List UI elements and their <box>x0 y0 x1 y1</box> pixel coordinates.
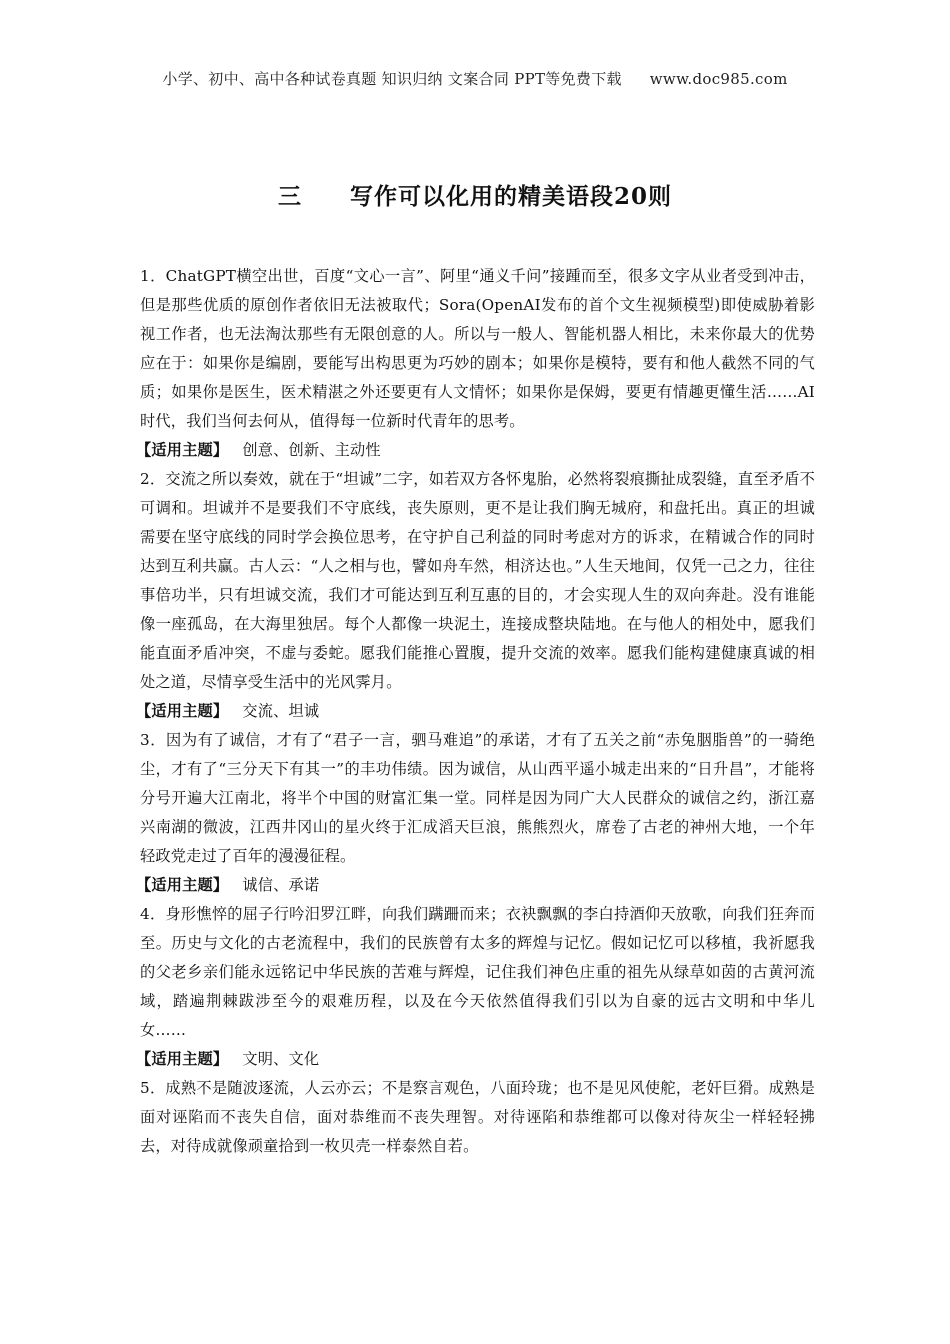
title-section-number: 三 <box>277 183 302 210</box>
theme-value: 创意、创新、主动性 <box>242 441 381 459</box>
theme-line-2 <box>136 697 815 726</box>
paragraph-4: 4．身形憔悴的屈子行吟汨罗江畔，向我们蹒跚而来；衣袂飘飘的李白持酒仰天放歌，向我们狂奔而至。历史与文化的古老流程中，我们的民族曾有太多的辉煌与记忆。假如记忆可以移植，我祈愿我的父老乡亲们能永远铭记中华民族的苦难与辉煌，记住我们神色庄重的祖先从绿草如茵的古黄河流域，踏遍荆棘跋涉至今的艰难历程，以及在今天依然值得我们引以为自豪的远古文明和中华儿女…… <box>140 905 815 1039</box>
document-body <box>136 262 815 1161</box>
paragraph-2: 2．交流之所以奏效，就在于“坦诚”二字，如若双方各怀鬼胎，必然将裂痕撕扯成裂缝，直至矛盾不可调和。坦诚并不是要我们不守底线，丧失原则，更不是让我们胸无城府，和盘托出。真正的坦诚需要在坚守底线的同时学会换位思考，在守护自己利益的同时考虑对方的诉求，在精诚合作的同时达到互利共赢。古人云：“人之相与也，譬如舟车然，相济达也。”人生天地间，仅凭一己之力，往往事倍功半，只有坦诚交流，我们才可能达到互利互惠的目的，才会实现人生的双向奔赴。没有谁能像一座孤岛，在大海里独居。每个人都像一块泥土，连接成整块陆地。在与他人的相处中，愿我们能直面矛盾冲突，不虚与委蛇。愿我们能推心置腹，提升交流的效率。愿我们能构建健康真诚的相处之道，尽情享受生活中的光风霁月。 <box>140 470 815 691</box>
paragraph-1: 1．ChatGPT横空出世，百度“文心一言”、阿里“通义千问”接踵而至，很多文字从业者受到冲击，但是那些优质的原创作者依旧无法被取代；Sora(OpenAI发布的首个文生视频模型)即使威胁着影视工作者，也无法淘汰那些有无限创意的人。所以与一般人、智能机器人相比，未来你最大的优势应在于：如果你是编剧，要能写出构思更为巧妙的剧本；如果你是模特，要有和他人截然不同的气质；如果你是医生，医术精湛之外还要更有人文情怀；如果你是保姆，要更有情趣更懂生活……AI时代，我们当何去何从，值得每一位新时代青年的思考。 <box>140 267 815 430</box>
theme-label: 【适用主题】 <box>136 1050 229 1068</box>
header-site-link[interactable]: www.doc985.com <box>649 70 788 88</box>
theme-value: 交流、坦诚 <box>242 702 320 720</box>
paragraph-5: 5．成熟不是随波逐流，人云亦云；不是察言观色，八面玲珑；也不是见风使舵，老奸巨猾。成熟是面对诬陷而不丧失自信，面对恭维而不丧失理智。对待诬陷和恭维都可以像对待灰尘一样轻轻拂去，对待成就像顽童拾到一枚贝壳一样泰然自若。 <box>140 1079 815 1155</box>
theme-value: 文明、文化 <box>242 1050 320 1068</box>
document-title <box>0 178 950 211</box>
theme-line-1 <box>136 436 815 465</box>
theme-label: 【适用主题】 <box>136 441 229 459</box>
theme-label: 【适用主题】 <box>136 876 229 894</box>
title-text: 写作可以化用的精美语段20则 <box>349 183 672 210</box>
theme-value: 诚信、承诺 <box>242 876 320 894</box>
page-header <box>0 68 950 89</box>
theme-line-4 <box>136 1045 815 1074</box>
header-text: 小学、初中、高中各种试卷真题 知识归纳 文案合同 PPT等免费下载 <box>162 70 622 88</box>
theme-line-3 <box>136 871 815 900</box>
paragraph-3: 3．因为有了诚信，才有了“君子一言，驷马难追”的承诺，才有了五关之前“赤兔胭脂兽”的一骑绝尘，才有了“三分天下有其一”的丰功伟绩。因为诚信，从山西平遥小城走出来的“日升昌”，才能将分号开遍大江南北，将半个中国的财富汇集一堂。同样是因为同广大人民群众的诚信之约，浙江嘉兴南湖的微波，江西井冈山的星火终于汇成滔天巨浪，熊熊烈火，席卷了古老的神州大地，一个年轻政党走过了百年的漫漫征程。 <box>140 731 815 865</box>
theme-label: 【适用主题】 <box>136 702 229 720</box>
